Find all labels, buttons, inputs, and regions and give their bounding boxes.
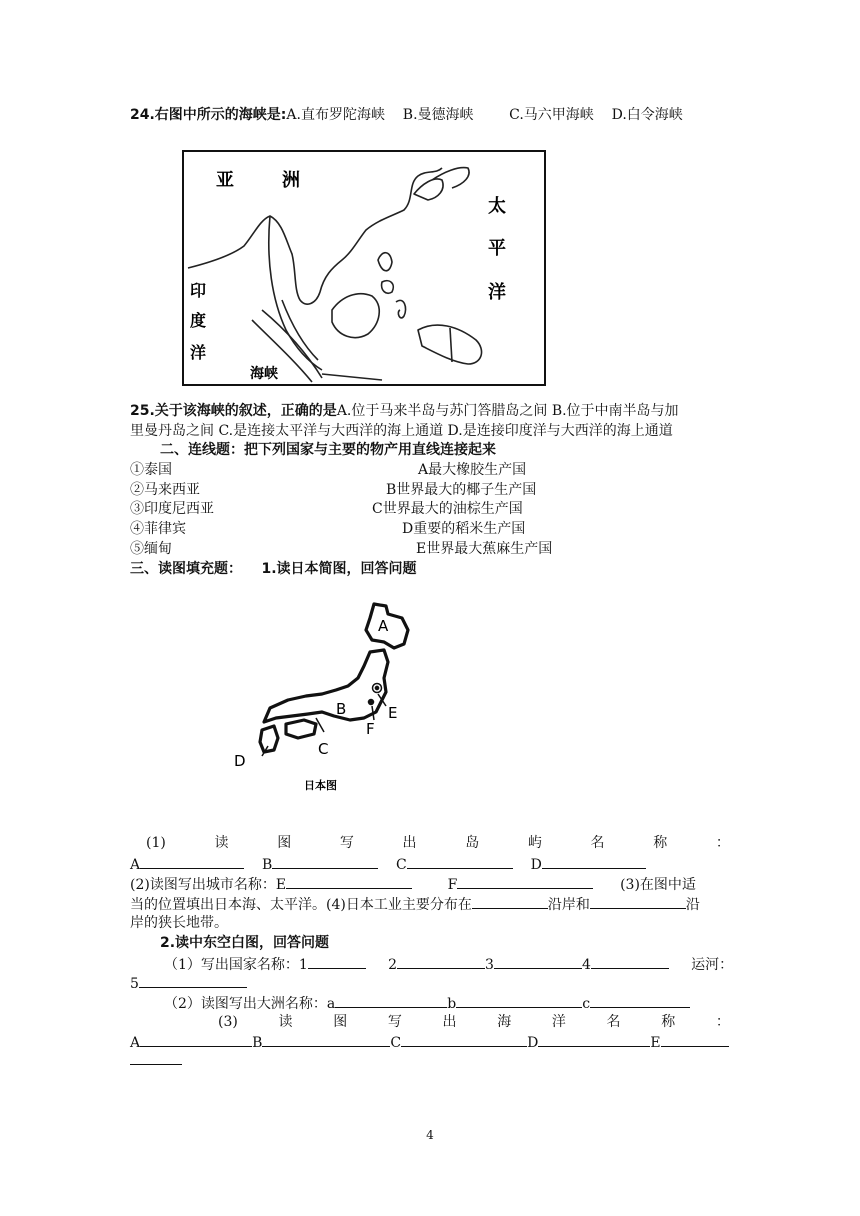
q2-char-2: 图 [333,1014,348,1030]
q2-title: 2.读中东空白图，回答问题 [160,935,330,951]
q24-prefix: 24.右图中所示的海峡是: [130,107,287,123]
q2-char-9: ： [715,1014,730,1030]
q1-char-1: 读 [214,835,229,851]
section3-sub1: 1.读日本简图，回答问题 [261,561,417,577]
map2-label-f: F [366,720,375,738]
q2-blank-1[interactable] [308,954,366,969]
q2-char-6: 洋 [551,1014,566,1030]
q2-char-4: 出 [442,1014,457,1030]
q1-line3 [130,894,700,914]
q2-line2 [130,973,247,993]
q25-text1: A.位于马来半岛与苏门答腊岛之间 B.位于中南半岛与加 [336,403,679,419]
q2-blank-2[interactable] [397,954,485,969]
q1-char-9: ： [715,835,730,851]
map2-label-d: D [234,752,246,770]
q2-blank-ocean-d-label: D [527,1035,539,1051]
map1-label-ind1: 印 [190,281,207,300]
q2-blank-ocean-a[interactable] [140,1032,252,1047]
q1-blank-coast1[interactable] [472,894,548,909]
q1-char-2: 图 [277,835,292,851]
map1-label-pac3: 洋 [488,282,506,303]
q24-option-c: C.马六甲海峡 [509,107,594,123]
q1-l3b: 沿岸和 [547,897,590,913]
q2-p2a: （2）读图写出大洲名称：a [164,996,336,1012]
q1-blank-e[interactable] [286,874,412,889]
q24-option-a: A.直布罗陀海峡 [286,107,385,123]
q1-l2c: (3)在图中适 [620,877,696,893]
q2-blank-ocean-c-label: C [390,1035,402,1051]
map1-label-pac2: 平 [488,238,506,259]
q1-char-3: 写 [339,835,354,851]
map2-caption: 日本图 [304,779,337,792]
q25-text2: 里曼丹岛之间 C.是连接太平洋与大西洋的海上通道 D.是连接印度洋与大西洋的海上通道 [130,423,673,439]
q2-blank-ocean-c[interactable] [401,1032,527,1047]
q2-char-0: (3) [218,1014,238,1030]
japan-map [232,600,432,796]
q1-blank-c-label: C [396,857,407,873]
q2-char-8: 称 [661,1014,676,1030]
map1-label-strait: 海峡 [250,366,278,382]
q2-n3: 3 [485,957,494,973]
q2-spaced-line [218,1013,730,1031]
q1-blank-a-label: A [130,857,141,873]
q1-char-8: 称 [653,835,668,851]
q2-line3 [164,993,690,1013]
map2-label-e: E [388,704,398,722]
q2-blank-b[interactable] [456,993,582,1008]
section3-title [130,560,417,578]
q1-char-0: (1) [146,835,166,851]
q2-n4: 4 [581,957,591,973]
q2-blank-ocean-d[interactable] [538,1032,650,1047]
q2-blank-5[interactable] [139,973,247,988]
q2-blank-c[interactable] [590,993,690,1008]
southeast-asia-map [182,150,546,386]
match-right-e: E世界最大蕉麻生产国 [416,541,553,557]
q1-l3a: 当的位置填出日本海、太平洋。(4)日本工业主要分布在 [130,897,472,913]
match-left-1: ①泰国 [130,462,172,478]
q2-canal: 运河： [691,957,734,973]
q2-char-7: 名 [606,1014,621,1030]
q1-blank-d-label: D [530,857,542,873]
match-right-a: A最大橡胶生产国 [418,462,527,478]
q1-line2 [130,874,696,894]
q2-blank-4[interactable] [591,954,669,969]
match-right-d: D重要的稻米生产国 [402,521,526,537]
q2-p1a: （1）写出国家名称：1 [164,957,308,973]
map2-label-b: B [336,700,347,718]
q2-char-3: 写 [387,1014,402,1030]
q24-option-b: B.曼德海峡 [402,107,474,123]
q2-pc: c [582,996,591,1012]
q2-n2: 2 [388,957,398,973]
q24-line [130,106,683,124]
q2-blank-ocean-e-label: E [650,1035,661,1051]
q1-blank-f[interactable] [457,874,593,889]
q2-blank-3[interactable] [494,954,582,969]
q2-blank-ocean-e-cont[interactable] [130,1050,182,1065]
q2-line1 [164,954,733,974]
q1-l2a: (2)读图写出城市名称：E [130,877,287,893]
q1-l2b: F [447,877,458,893]
match-right-c: C世界最大的油棕生产国 [372,501,523,517]
q1-blank-a[interactable] [140,854,244,869]
q2-blank-ocean-a-label: A [130,1035,141,1051]
q1-blank-d[interactable] [542,854,646,869]
q1-line4: 岸的狭长地带。 [130,915,228,931]
section2-title: 二、连线题：把下列国家与主要的物产用直线连接起来 [160,442,496,458]
q1-blank-c[interactable] [407,854,513,869]
q2-n5: 5 [130,976,139,992]
q1-blanks-line [130,854,646,874]
q1-spaced-line [146,834,730,852]
q1-blank-b[interactable] [272,854,378,869]
q2-blank-ocean-e[interactable] [661,1032,729,1047]
map1-label-ind3: 洋 [190,343,207,362]
q2-blank-a[interactable] [335,993,447,1008]
map2-label-a: A [378,617,389,635]
q2-blank-ocean-b-label: B [252,1035,263,1051]
section3-heading: 三、读图填充题： [130,561,242,577]
q2-line-end [130,1050,182,1070]
map1-label-pac1: 太 [488,196,506,217]
q1-l3c: 沿 [685,897,700,913]
map2-label-c: C [318,740,329,758]
q1-char-5: 岛 [465,835,480,851]
q25-line1 [130,402,679,420]
q2-char-1: 读 [278,1014,293,1030]
match-left-2: ②马来西亚 [130,482,200,498]
page-number: 4 [426,1128,434,1142]
q2-char-5: 海 [497,1014,512,1030]
q1-blank-coast2[interactable] [590,894,686,909]
q2-blanks-line [130,1032,729,1052]
q1-char-7: 名 [590,835,605,851]
map1-label-asia1: 亚 [216,170,234,191]
map1-label-ind2: 度 [190,311,207,330]
map1-label-asia2: 洲 [282,170,300,191]
q25-line2 [130,422,673,440]
match-left-4: ④菲律宾 [130,521,186,537]
q1-char-4: 出 [402,835,417,851]
match-left-5: ⑤缅甸 [130,541,172,557]
q1-char-6: 屿 [527,835,542,851]
q2-pb: b [447,996,457,1012]
match-right-b: B世界最大的椰子生产国 [386,482,537,498]
q24-option-d: D.白令海峡 [611,107,683,123]
q2-blank-ocean-b[interactable] [262,1032,390,1047]
q25-prefix: 25.关于该海峡的叙述，正确的是 [130,403,337,419]
q1-blank-b-label: B [261,857,273,873]
match-left-3: ③印度尼西亚 [130,501,214,517]
